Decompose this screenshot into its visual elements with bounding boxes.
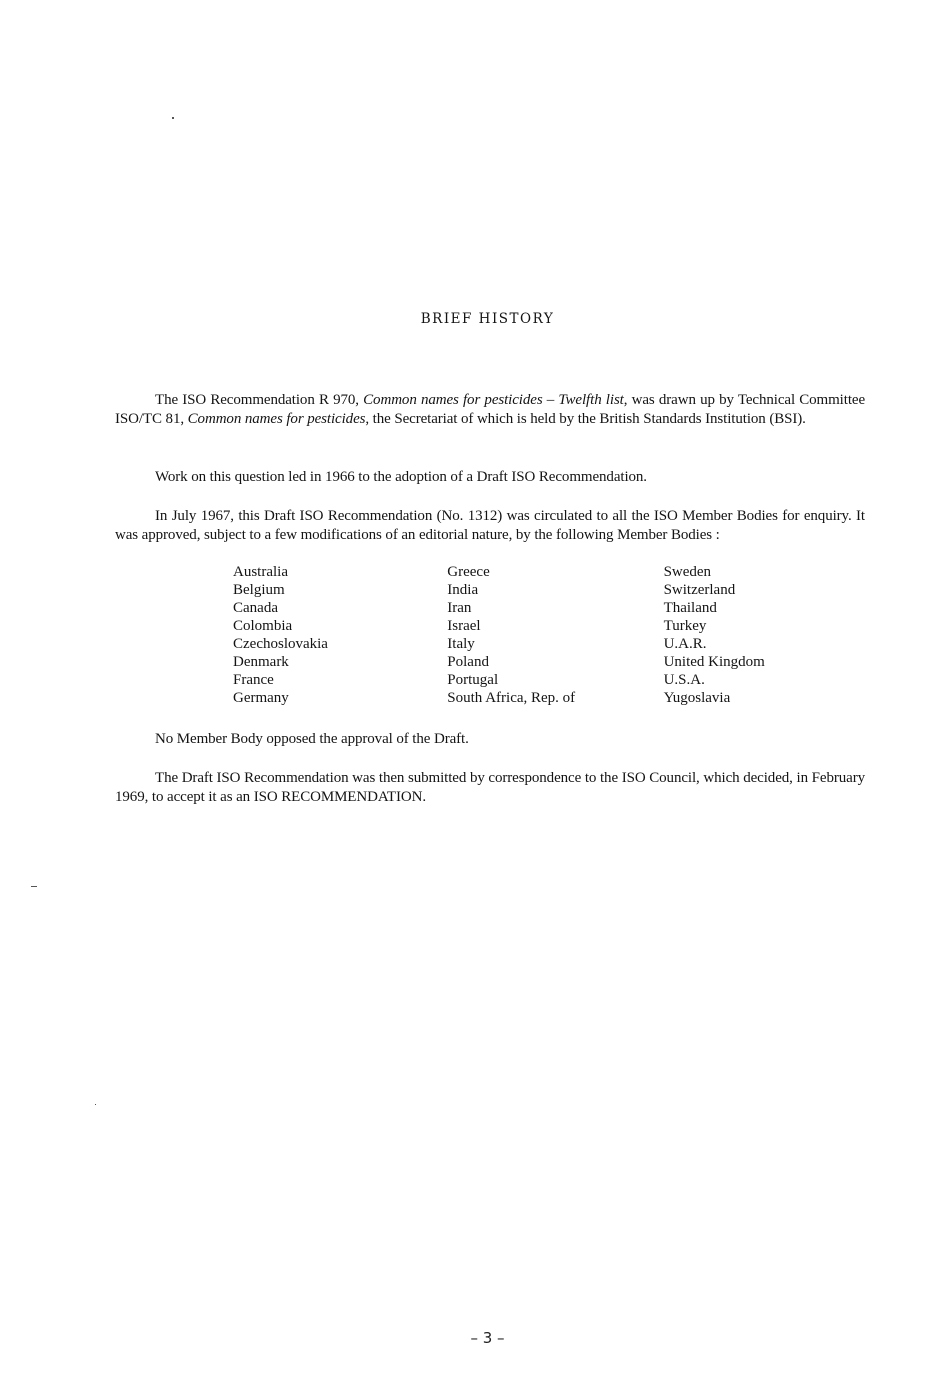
member-body: India	[447, 582, 479, 598]
member-body: South Africa, Rep. of	[447, 690, 576, 706]
member-column-3	[664, 563, 833, 707]
member-body: Iran	[447, 600, 472, 616]
member-body: Israel	[447, 618, 481, 634]
member-body: France	[233, 672, 274, 688]
paragraph-acceptance: The Draft ISO Recommendation was then submitted by correspondence to the ISO Council, which decided, in February 1969, to accept it as an ISO RECOMMENDATION.	[115, 770, 865, 805]
scan-speck	[172, 117, 174, 119]
member-body: Germany	[233, 690, 289, 706]
member-body: Portugal	[447, 672, 499, 688]
paragraph-draft-adoption: Work on this question led in 1966 to the adoption of a Draft ISO Recommendation.	[155, 469, 647, 485]
paragraph-no-opposition: No Member Body opposed the approval of the Draft.	[155, 731, 469, 747]
member-body: Greece	[447, 564, 490, 580]
member-body: Czechoslovakia	[233, 636, 328, 652]
member-body: Italy	[447, 636, 475, 652]
member-body: Denmark	[233, 654, 289, 670]
page-title: BRIEF HISTORY	[420, 311, 555, 327]
member-body: Switzerland	[663, 582, 736, 598]
member-body: United Kingdom	[663, 654, 765, 670]
member-body: U.S.A.	[663, 672, 705, 688]
member-body: Colombia	[233, 618, 293, 634]
member-bodies-list	[233, 563, 833, 707]
paragraph-origin: The ISO Recommendation R 970, Common names for pesticides – Twelfth list, was drawn up by Technical Committee ISO/TC 81, Common names for pesticides, the Secretariat of which is held by the British Standards Institution (BSI).	[115, 392, 866, 427]
member-body: Yugoslavia	[663, 690, 731, 706]
scan-speck	[95, 1104, 96, 1105]
member-body: Turkey	[663, 618, 707, 634]
page-number: – 3 –	[470, 1329, 505, 1347]
scan-speck	[31, 886, 37, 887]
paragraph-circulation: In July 1967, this Draft ISO Recommendation (No. 1312) was circulated to all the ISO Member Bodies for enquiry. It was approved, subject to a few modifications of an editorial nature, by the following Member Bodies :	[115, 508, 865, 543]
member-body: Canada	[233, 600, 278, 616]
member-body: Belgium	[233, 582, 285, 598]
member-body: Poland	[447, 654, 489, 670]
member-body: Australia	[233, 564, 288, 580]
member-body: U.A.R.	[663, 636, 707, 652]
member-body: Thailand	[663, 600, 717, 616]
member-column-2	[447, 563, 663, 707]
member-body: Sweden	[663, 564, 712, 580]
member-column-1	[233, 563, 447, 707]
